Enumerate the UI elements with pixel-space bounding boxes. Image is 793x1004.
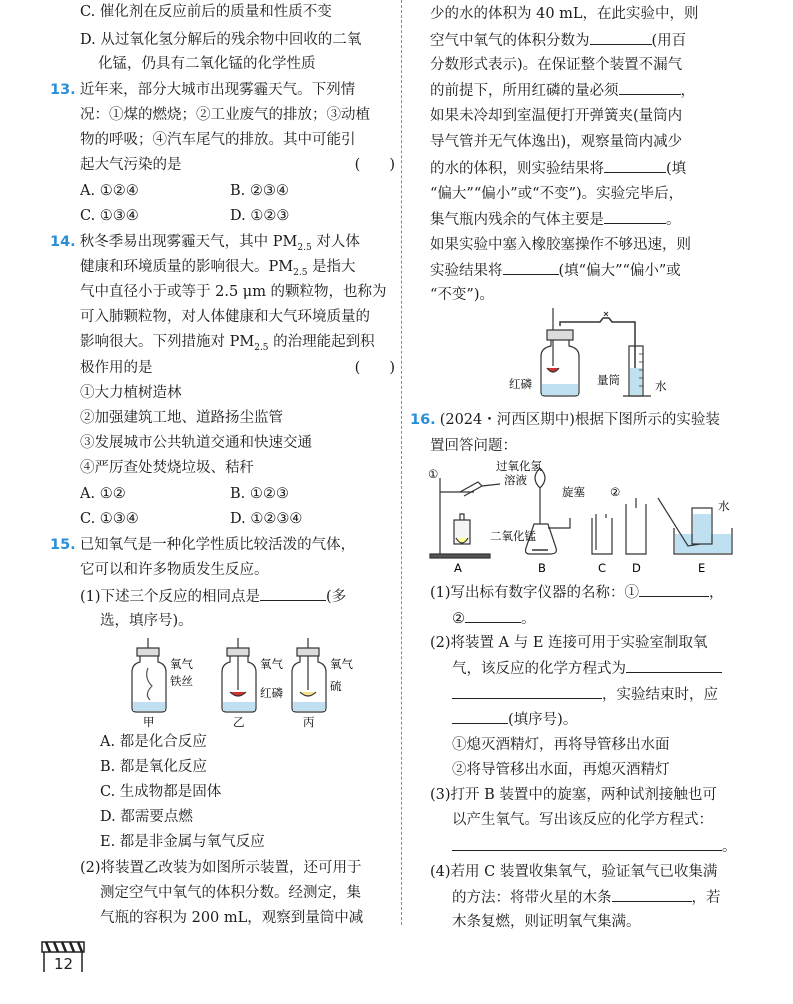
q13-line3: 物的呼吸；④汽车尾气的排放。其中可能引 xyxy=(80,132,356,148)
q12-option-d-line2: 化锰，仍具有二氧化锰的化学性质 xyxy=(98,56,316,72)
q14-item3: ③发展城市公共轨道交通和快速交通 xyxy=(80,435,312,451)
apparatus-figure xyxy=(420,458,750,574)
label-manganese-dioxide: 二氧化锰 xyxy=(490,529,536,543)
q13-line2: 况：①煤的燃烧；②工业废气的排放；③动植 xyxy=(80,107,370,123)
q15-part2-line1: (2)将装置乙改装为如图所示装置，还可用于 xyxy=(80,860,362,876)
q16-part2-line1: (2)将装置 A 与 E 连接可用于实验室制取氧 xyxy=(430,635,708,651)
q15-number: 15. xyxy=(50,537,76,553)
q15-part2-line8: 如果未冷却到室温便打开弹簧夹(量筒内 xyxy=(430,108,683,124)
q15-part2-line3: 气瓶的容积为 200 mL，观察到量筒中减 xyxy=(100,910,364,926)
q15-part2-line2: 测定空气中氧气的体积分数。经测定，集 xyxy=(100,885,361,901)
q15-part2-line11: “偏大”“偏小”或“不变”)。实验完毕后， xyxy=(430,186,684,202)
q13-line1: 13. 近年来，部分大城市出现雾霾天气。下列情 xyxy=(50,82,356,98)
q15-option-e[interactable]: E. 都是非金属与氧气反应 xyxy=(100,834,265,850)
q16-part2-line2: 气，该反应的化学方程式为 xyxy=(452,656,722,680)
label-yi: 乙 xyxy=(233,715,245,728)
answer-blank[interactable] xyxy=(626,656,722,673)
label-water: 水 xyxy=(655,379,667,393)
q15-part2-line5: 空气中氧气的体积分数为 (用百 xyxy=(430,28,686,52)
label-b: B xyxy=(538,561,546,574)
q13-option-c[interactable]: C. ①③④ xyxy=(80,208,139,224)
q15-part1-line2: 选，填序号)。 xyxy=(100,613,193,629)
answer-blank[interactable] xyxy=(452,834,722,851)
q16-part3-line3: 。 xyxy=(452,834,737,858)
q15-part2-line9: 导气管并无气体逸出)，观察量筒内减少 xyxy=(430,134,683,150)
label-red-phosphorus: 红磷 xyxy=(509,377,532,391)
q15-part2-line15: “不变”)。 xyxy=(430,287,494,303)
answer-blank[interactable] xyxy=(503,258,559,275)
answer-blank[interactable] xyxy=(465,606,521,623)
q14-line2: 健康和环境质量的影响很大。$PM_{2.5}$ 是指大 xyxy=(80,259,356,278)
answer-blank[interactable] xyxy=(452,707,508,724)
label-yi-phosphorus: 红磷 xyxy=(260,686,283,700)
label-bing-oxygen: 氧气 xyxy=(330,657,353,671)
q15-option-a[interactable]: A. 都是化合反应 xyxy=(100,734,207,750)
q15-part2-line12: 集气瓶内残余的气体主要是 。 xyxy=(430,207,681,231)
page-number: 12 xyxy=(54,955,74,973)
label-jia: 甲 xyxy=(143,715,155,728)
q15-part2-line10: 的水的体积，则实验结果将 (填 xyxy=(430,156,686,180)
q14-option-b[interactable]: B. ①②③ xyxy=(230,486,289,502)
label-e: E xyxy=(698,561,706,574)
q14-item4: ④严厉查处焚烧垃圾、秸秆 xyxy=(80,460,254,476)
q15-part2-line6: 分数形式表示)。在保证整个装置不漏气 xyxy=(430,57,683,73)
q12-option-c: C. 催化剂在反应前后的质量和性质不变 xyxy=(80,4,332,20)
answer-blank[interactable] xyxy=(260,584,326,601)
answer-blank[interactable] xyxy=(452,682,602,699)
label-yi-oxygen: 氧气 xyxy=(260,657,283,671)
q14-line5: 影响很大。下列措施对 $PM_{2.5}$ 的治理能起到积 xyxy=(80,334,375,353)
q16-part2-option1: ①熄灭酒精灯，再将导管移出水面 xyxy=(452,737,670,753)
q16-part2-line4: (填序号)。 xyxy=(452,707,577,731)
q15-part2-line14: 实验结果将 (填“偏大”“偏小”或 xyxy=(430,258,681,282)
q13-option-a[interactable]: A. ①②④ xyxy=(80,183,139,199)
q16-part3-line1: (3)打开 B 装置中的旋塞，两种试剂接触也可 xyxy=(430,787,717,803)
label-instrument-1: ① xyxy=(428,467,439,481)
answer-blank[interactable] xyxy=(612,885,692,902)
q14-option-a[interactable]: A. ①② xyxy=(80,486,126,502)
q15-line1: 15. 已知氧气是一种化学性质比较活泼的气体， xyxy=(50,537,356,553)
q14-option-c[interactable]: C. ①③④ xyxy=(80,511,139,527)
q15-part1-line1: (1)下述三个反应的相同点是 (多 xyxy=(80,584,346,608)
page-number-badge xyxy=(40,940,86,974)
label-a: A xyxy=(454,561,462,574)
answer-paren[interactable]: ( ) xyxy=(354,360,395,376)
q16-part2-option2: ②将导管移出水面，再熄灭酒精灯 xyxy=(452,762,670,778)
q14-line4: 可入肺颗粒物，对人体健康和大气环境质量的 xyxy=(80,309,370,325)
q16-part3-line2: 以产生氧气。写出该反应的化学方程式： xyxy=(452,812,713,828)
answer-blank[interactable] xyxy=(604,207,666,224)
q14-option-d[interactable]: D. ①②③④ xyxy=(230,511,303,527)
label-instrument-2: ② xyxy=(610,485,621,499)
q13-option-d[interactable]: D. ①②③ xyxy=(230,208,290,224)
q16-line1: 16. (2024・河西区期中)根据下图所示的实验装 xyxy=(410,412,720,428)
label-stopcock: 旋塞 xyxy=(562,485,585,499)
q16-part4-line2: 的方法：将带火星的木条 ，若 xyxy=(452,885,721,909)
label-bing-sulfur: 硫 xyxy=(330,679,342,693)
label-h2o2-line2: 溶液 xyxy=(504,473,527,487)
q13-line4: 起大气污染的是 ( ) xyxy=(80,153,395,177)
label-jia-oxygen: 氧气 xyxy=(170,657,193,671)
answer-blank[interactable] xyxy=(639,580,709,597)
answer-blank[interactable] xyxy=(604,156,666,173)
q16-part4-line1: (4)若用 C 装置收集氧气，验证氧气已收集满 xyxy=(430,864,718,880)
q15-part2-line13: 如果实验中塞入橡胶塞操作不够迅速，则 xyxy=(430,237,691,253)
q16-part1-line2: ② 。 xyxy=(452,606,536,630)
q14-line1: 14. 秋冬季易出现雾霾天气，其中 $PM_{2.5}$ 对人体 xyxy=(50,234,360,253)
label-h2o2-line1: 过氧化氢 xyxy=(496,459,542,473)
q15-option-b[interactable]: B. 都是氧化反应 xyxy=(100,759,207,775)
stopper-jia xyxy=(137,648,159,656)
q14-line6: 极作用的是 ( ) xyxy=(80,356,395,380)
q14-item2: ②加强建筑工地、道路扬尘监管 xyxy=(80,410,283,426)
q15-line2: 它可以和许多物质发生反应。 xyxy=(80,562,269,578)
label-measuring-cylinder: 量筒 xyxy=(597,373,620,387)
q15-part2-line7: 的前提下，所用红磷的量必须 ， xyxy=(430,78,695,102)
q13-option-b[interactable]: B. ②③④ xyxy=(230,183,289,199)
q14-line3: 气中直径小于或等于 2.5 μm 的颗粒物，也称为 xyxy=(80,284,387,300)
q16-part4-line3: 木条复燃，则证明氧气集满。 xyxy=(452,914,641,930)
q14-number: 14. xyxy=(50,234,76,250)
q15-part2-line4: 少的水的体积为 40 mL，在此实验中，则 xyxy=(430,6,699,22)
q15-option-c[interactable]: C. 生成物都是固体 xyxy=(100,784,222,800)
q12-option-d-line1: D. 从过氧化氢分解后的残余物中回收的二氧 xyxy=(80,32,362,48)
answer-blank[interactable] xyxy=(619,78,681,95)
q14-item1: ①大力植树造林 xyxy=(80,385,182,401)
q16-part1-line1: (1)写出标有数字仪器的名称：① ， xyxy=(430,580,724,604)
q16-number: 16. xyxy=(410,412,436,428)
q16-line2: 置回答问题： xyxy=(430,438,517,454)
oxygen-measurement-figure xyxy=(505,306,695,402)
combustion-figure xyxy=(130,638,380,728)
q16-part2-line3: ，实验结束时，应 xyxy=(452,682,718,706)
q15-option-d[interactable]: D. 都需要点燃 xyxy=(100,809,193,825)
answer-paren[interactable]: ( ) xyxy=(354,157,395,173)
answer-blank[interactable] xyxy=(590,28,652,45)
label-water: 水 xyxy=(718,499,730,513)
label-bing: 丙 xyxy=(303,715,315,728)
q13-number: 13. xyxy=(50,82,76,98)
label-jia-iron: 铁丝 xyxy=(170,674,193,688)
label-d: D xyxy=(632,561,641,574)
label-c: C xyxy=(598,561,607,574)
column-divider xyxy=(401,0,402,925)
